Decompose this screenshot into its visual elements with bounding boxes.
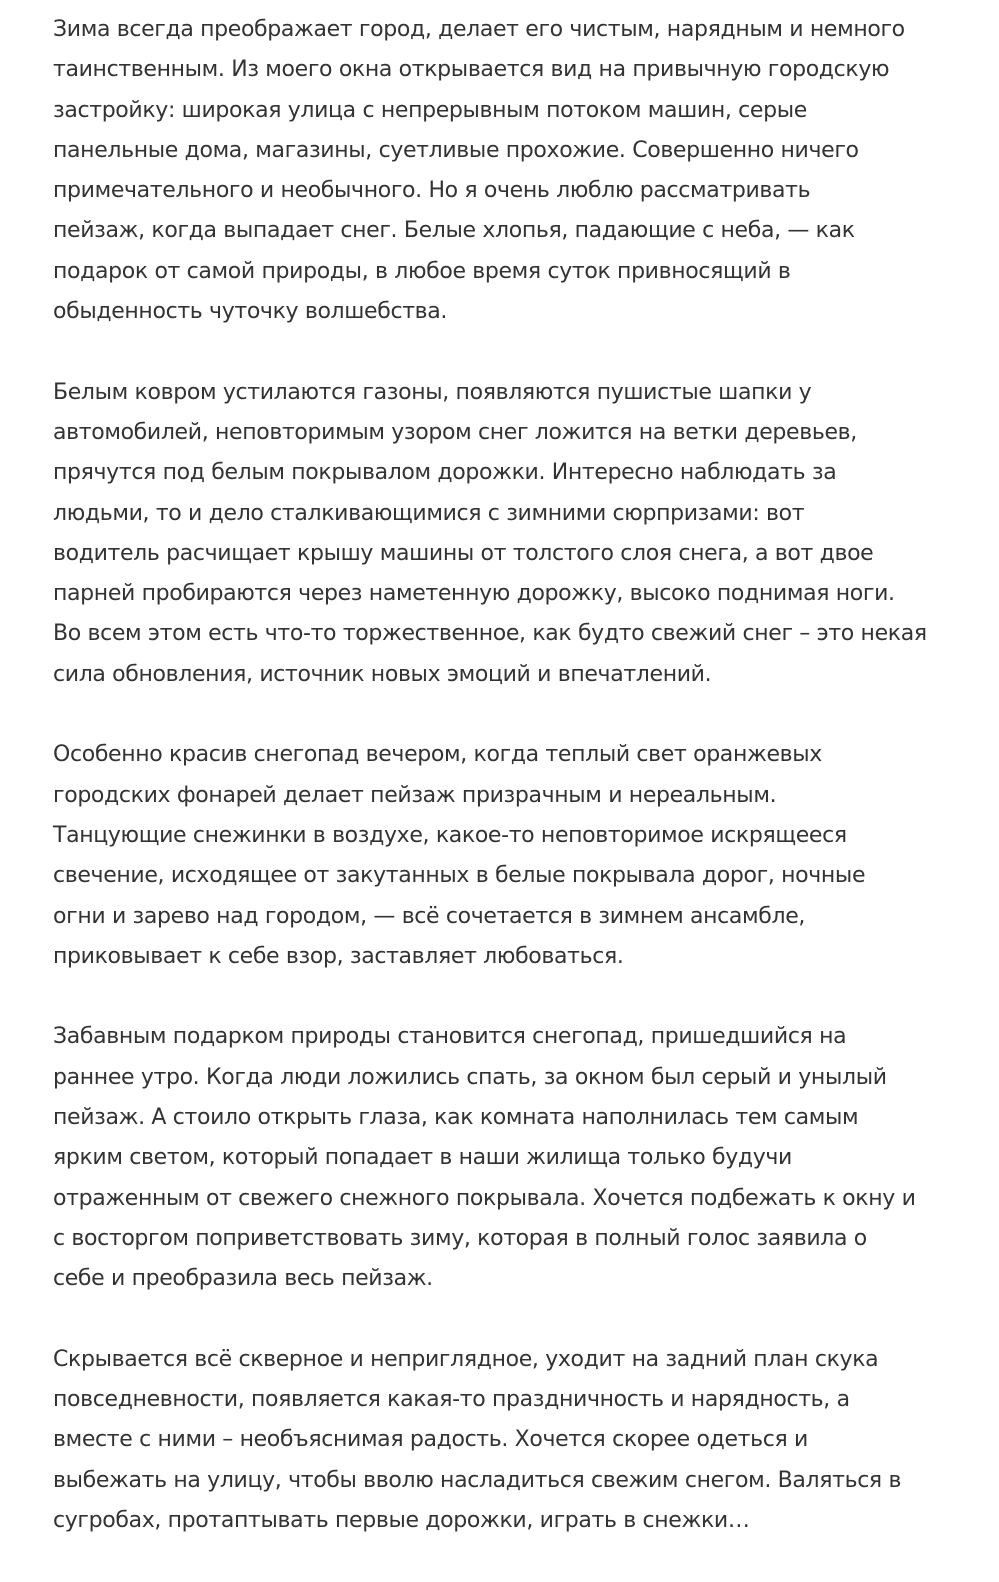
paragraph-line: городских фонарей делает пейзаж призрачным и нереальным. — [53, 782, 777, 808]
paragraph-line: выбежать на улицу, чтобы вволю насладиться свежим снегом. Валяться в — [53, 1467, 902, 1493]
paragraph-line: людьми, то и дело сталкивающимися с зимними сюрпризами: вот — [53, 500, 805, 526]
paragraph-line: панельные дома, магазины, суетливые прохожие. Совершенно ничего — [53, 137, 859, 163]
paragraph-line: Танцующие снежинки в воздухе, какое-то неповторимое искрящееся — [53, 822, 847, 848]
paragraph-line: отраженным от свежего снежного покрывала. Хочется подбежать к окну и — [53, 1185, 916, 1211]
paragraph-line: сугробах, протаптывать первые дорожки, играть в снежки… — [53, 1507, 750, 1533]
paragraph-2 — [53, 373, 993, 695]
paragraph-line: Особенно красив снегопад вечером, когда теплый свет оранжевых — [53, 742, 822, 768]
paragraph-line: с восторгом поприветствовать зиму, которая в полный голос заявила о — [53, 1225, 867, 1251]
paragraph-line: огни и зарево над городом, — всё сочетается в зимнем ансамбле, — [53, 903, 806, 929]
paragraph-line: сила обновления, источник новых эмоций и впечатлений. — [53, 661, 712, 687]
paragraph-line: ярким светом, который попадает в наши жилища только будучи — [53, 1145, 793, 1171]
paragraph-line: себе и преобразила весь пейзаж. — [53, 1266, 433, 1292]
paragraph-line: Зима всегда преображает город, делает его чистым, нарядным и немного — [53, 17, 905, 42]
paragraph-line: подарок от самой природы, в любое время суток привносящий в — [53, 258, 791, 284]
paragraph-line: Забавным подарком природы становится снегопад, пришедшийся на — [53, 1024, 847, 1050]
paragraph-line: обыденность чуточку волшебства. — [53, 299, 448, 325]
paragraph-line: раннее утро. Когда люди ложились спать, за окном был серый и унылый — [53, 1064, 887, 1090]
paragraph-line: прячутся под белым покрывалом дорожки. Интересно наблюдать за — [53, 460, 837, 486]
paragraph-line: таинственным. Из моего окна открывается вид на привычную городскую — [53, 57, 890, 83]
paragraph-line: примечательного и необычного. Но я очень люблю рассматривать — [53, 178, 811, 204]
paragraph-5 — [53, 1340, 993, 1541]
paragraph-line: Во всем этом есть что-то торжественное, как будто свежий снег – это некая — [53, 621, 927, 647]
paragraph-3 — [53, 735, 993, 977]
article-body — [53, 0, 993, 1582]
paragraph-line: парней пробираются через наметенную дорожку, высоко поднимая ноги. — [53, 581, 895, 607]
paragraph-line: приковывает к себе взор, заставляет любоваться. — [53, 943, 624, 969]
paragraph-line: Скрывается всё скверное и неприглядное, уходит на задний план скука — [53, 1346, 879, 1372]
paragraph-line: застройку: широкая улица с непрерывным потоком машин, серые — [53, 97, 807, 123]
paragraph-line: свечение, исходящее от закутанных в белые покрывала дорог, ночные — [53, 863, 866, 889]
paragraph-line: пейзаж. А стоило открыть глаза, как комната наполнилась тем самым — [53, 1105, 859, 1131]
paragraph-line: Белым ковром устилаются газоны, появляются пушистые шапки у — [53, 379, 812, 405]
paragraph-line: автомобилей, неповторимым узором снег ложится на ветки деревьев, — [53, 419, 857, 445]
paragraph-line: вместе с ними – необъяснимая радость. Хочется скорее одеться и — [53, 1427, 808, 1453]
paragraph-line: пейзаж, когда выпадает снег. Белые хлопья, падающие с неба, — как — [53, 218, 855, 244]
paragraph-line: повседневности, появляется какая-то праздничность и нарядность, а — [53, 1387, 850, 1413]
paragraph-line: водитель расчищает крышу машины от толстого слоя снега, а вот двое — [53, 540, 874, 566]
paragraph-1 — [53, 0, 993, 332]
paragraph-4 — [53, 1017, 993, 1299]
